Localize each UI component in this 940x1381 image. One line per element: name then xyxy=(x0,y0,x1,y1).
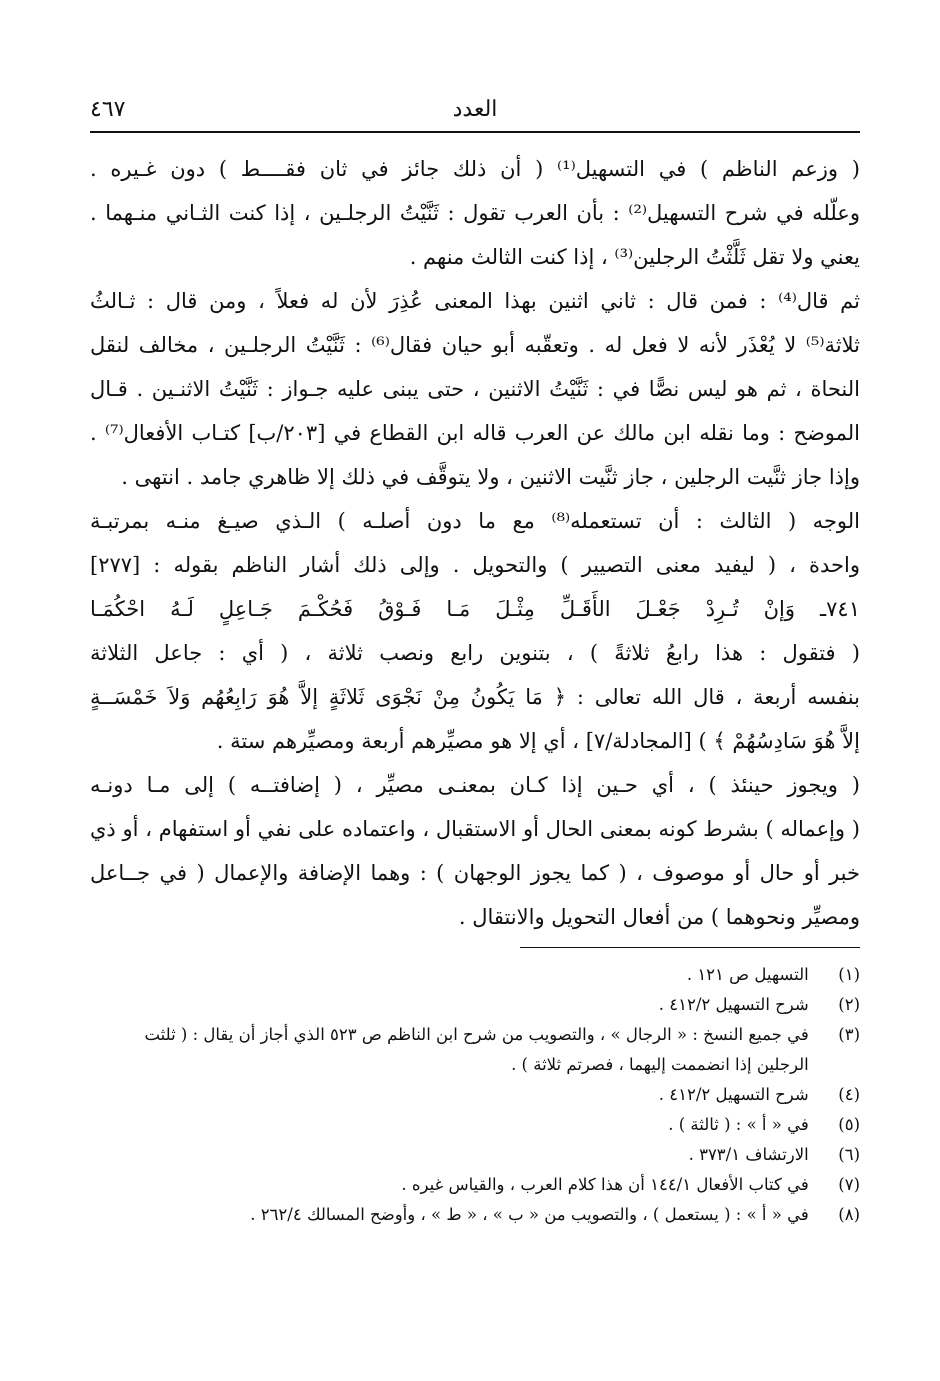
footnotes xyxy=(90,960,860,1230)
footnote-text: في « أ » : ( يستعمل ) ، والتصويب من « ب » ، « ط » ، وأوضح المسالك ٢٦٢/٤ . xyxy=(250,1205,809,1224)
footnote-number: (٧) xyxy=(838,1175,860,1194)
footnote-text: في « أ » : ( ثالثة ) . xyxy=(668,1115,809,1134)
footnote-number: (٨) xyxy=(838,1205,860,1224)
footnote xyxy=(90,960,860,990)
footnote xyxy=(90,1200,860,1230)
text-line: ( وإعماله ) بشرط كونه بمعنى الحال أو الاستقبال ، واعتماده على نفي أو استفهام ، أو ذي xyxy=(90,817,860,841)
footnote-text: شرح التسهيل ٤١٢/٢ . xyxy=(658,995,809,1014)
footnote-text: التسهيل ص ١٢١ . xyxy=(686,965,809,984)
text-line: الوجه ( الثالث : أن تستعمله⁽⁸⁾ مع ما دون أصلـه ) الـذي صيـغ منـه بمرتبـة xyxy=(90,509,860,533)
footnote xyxy=(90,1110,860,1140)
text-line: النحاة ، ثم هو ليس نصًّا في : ثَنَّيْتُ الاثنين ، حتى يبنى عليه جـواز : ثَنَّيْتُ الاثنـين . قـال xyxy=(90,377,860,401)
footnote-number: (١) xyxy=(838,965,860,984)
footnote-text: في جميع النسخ : « الرجال » ، والتصويب من شرح ابن الناظم ص ٥٢٣ الذي أجاز أن يقال : ( ثلثت xyxy=(144,1025,809,1044)
footnote-text: الرجلين إذا انضممت إليهما ، فصرتم ثلاثة ) . xyxy=(511,1055,809,1074)
main-text xyxy=(90,147,860,939)
text-line: واحدة ، ( ليفيد معنى التصيير ) والتحويل . وإلى ذلك أشار الناظم بقوله : [٢٧٧] xyxy=(90,553,860,577)
text-line: يعني ولا تقل ثَلَّثْتُ الرجلين⁽³⁾ ، إذا كنت الثالث منهم . xyxy=(409,245,860,269)
text-line: بنفسه أربعة ، قال الله تعالى : ﴿ مَا يَكُونُ مِنْ نَجْوَى ثَلاثَةٍ إلاَّ هُوَ رَابِعُهُم وَلاَ خَمْسَــةٍ xyxy=(90,685,860,709)
text-line: ومصيِّر ونحوهما ) من أفعال التحويل والانتقال . xyxy=(458,905,860,929)
footnote-number: (٣) xyxy=(838,1025,860,1044)
text-line: وعلّله في شرح التسهيل⁽²⁾ : بأن العرب تقول : ثَنَّيْتُ الرجلـين ، إذا كنت الثـاني منـهما . xyxy=(90,201,860,225)
text-line: ( وزعم الناظم ) في التسهيل⁽¹⁾ ( أن ذلك جائز في ثان فقــــط ) دون غـيره . xyxy=(90,157,860,181)
footnote xyxy=(90,1170,860,1200)
chapter-title: العدد xyxy=(452,97,498,122)
footnote xyxy=(90,1140,860,1170)
footnote-number: (٦) xyxy=(838,1145,860,1164)
footnote-number: (٥) xyxy=(838,1115,860,1134)
book-page xyxy=(90,95,860,1230)
footnote-text: في كتاب الأفعال ١٤٤/١ أن هذا كلام العرب ، والقياس غيره . xyxy=(401,1175,809,1194)
text-line: إلاَّ هُوَ سَادِسُهُمْ ﴾ ) [المجادلة/٧] ، أي إلا هو مصيِّرهم أربعة ومصيِّرهم ستة . xyxy=(216,729,860,753)
footnote xyxy=(90,1020,860,1050)
footnote-text: الارتشاف ٣٧٣/١ . xyxy=(688,1145,809,1164)
footnote-number: (٤) xyxy=(838,1085,860,1104)
page-number: ٤٦٧ xyxy=(90,97,126,122)
text-line: وإذا جاز ثنَّيت الرجلين ، جاز ثنَّيت الاثنين ، ولا يتوقَّف في ذلك إلا ظاهري جامد . انتهى . xyxy=(121,465,860,489)
text-line: خبر أو حال أو موصوف ، ( كما يجوز الوجهان ) : وهما الإضافة والإعمال ( في جــاعل xyxy=(90,861,860,885)
text-line: ثم قال⁽⁴⁾ : فمن قال : ثاني اثنين بهذا المعنى عُذِرَ لأن له فعلاً ، ومن قال : ثـالثُ xyxy=(90,289,860,313)
text-line: ( ويجوز حينئذ ) ، أي حـين إذا كـان بمعنـى مصيِّر ، ( إضافتــه ) إلى مـا دونـه xyxy=(90,773,860,797)
verse-line: ٧٤١ـ وَإنْ تُـرِدْ جَعْـلَ الأَقَـلِّ مِثْـلَ مَـا فَـوْقُ فَحُكْـمَ جَـاعِلٍ لَـهُ احْكُمَـا xyxy=(90,597,860,621)
footnote-divider xyxy=(520,947,860,948)
footnote xyxy=(90,1080,860,1110)
text-line: ثلاثة⁽⁵⁾ لا يُعْذَر لأنه لا فعل له . وتعقّبه أبو حيان فقال⁽⁶⁾ : ثَنَّيْتُ الرجلـين ، مخالف لنقل xyxy=(90,333,860,357)
footnote-number: (٢) xyxy=(838,995,860,1014)
text-line: الموضح : وما نقله ابن مالك عن العرب قاله ابن القطاع في [٢٠٣/ب] كتـاب الأفعال⁽⁷⁾ . xyxy=(90,421,860,445)
text-line: ( فتقول : هذا رابعُ ثلاثةً ) ، بتنوين رابع ونصب ثلاثة ، ( أي : جاعل الثلاثة xyxy=(90,641,860,665)
footnote xyxy=(90,990,860,1020)
footnote-text: شرح التسهيل ٤١٢/٢ . xyxy=(658,1085,809,1104)
footnote-continuation xyxy=(90,1050,860,1080)
page-header xyxy=(90,95,860,133)
